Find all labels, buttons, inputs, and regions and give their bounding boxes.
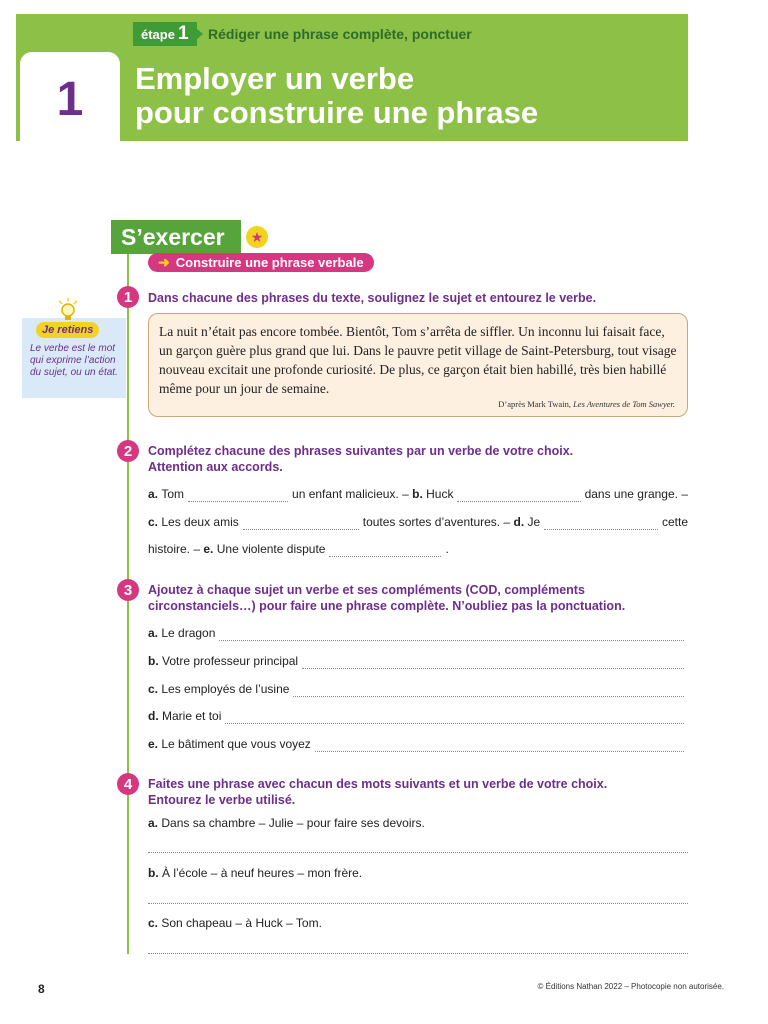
answer-line[interactable] [315, 741, 684, 752]
prompt-row: c. Son chapeau – à Huck – Tom. [148, 916, 322, 930]
exercise-number: 4 [117, 773, 139, 795]
excerpt-source: D’après Mark Twain, Les Aventures de Tom Sawyer. [498, 399, 675, 409]
fill-in-row: c. Les deux amis toutes sortes d’aventures. – d. Je cette [148, 515, 688, 529]
tip-title: Je retiens [36, 322, 99, 338]
etape-number: 1 [177, 23, 189, 44]
chapter-header [16, 14, 688, 141]
exercise-question: Ajoutez à chaque sujet un verbe et ses compléments (COD, compléments circonstanciels…) pour faire une phrase complète. N’oubliez pas la ponctuation. [148, 583, 626, 613]
etape-title: Rédiger une phrase complète, ponctuer [208, 26, 472, 42]
answer-row: c. Les employés de l’usine [148, 681, 688, 697]
answer-line[interactable] [225, 713, 684, 724]
prompt-row: a. Dans sa chambre – Julie – pour faire ses devoirs. [148, 816, 425, 830]
answer-line[interactable] [148, 953, 688, 954]
chapter-title: Employer un verbe pour construire une phrase [135, 61, 539, 130]
text-excerpt [148, 313, 688, 417]
answer-row: e. Le bâtiment que vous voyez [148, 736, 688, 752]
tip-text: Le verbe est le mot qui exprime l’action du sujet, ou un état. [30, 343, 118, 378]
answer-blank[interactable] [329, 546, 441, 557]
star-icon: ★ [246, 226, 268, 248]
exercise-question: Faites une phrase avec chacun des mots suivants et un verbe de votre choix. Entourez le verbe utilisé. [148, 777, 608, 807]
vertical-divider [127, 254, 129, 954]
section-subtitle: ➜ Construire une phrase verbale [148, 253, 374, 272]
fill-in-row: histoire. – e. Une violente dispute . [148, 542, 449, 556]
section-title: S’exercer [111, 220, 241, 254]
answer-line[interactable] [302, 658, 684, 669]
exercise-number: 2 [117, 440, 139, 462]
chapter-number: 1 [56, 72, 84, 126]
answer-blank[interactable] [188, 491, 288, 502]
fill-in-row: a. Tom un enfant malicieux. – b. Huck dans une grange. – [148, 487, 688, 501]
answer-line[interactable] [219, 630, 684, 641]
answer-line[interactable] [148, 852, 688, 853]
answer-line[interactable] [148, 903, 688, 904]
arrow-right-icon [196, 28, 203, 40]
exercise-number: 3 [117, 579, 139, 601]
lightbulb-icon [57, 298, 79, 324]
answer-blank[interactable] [544, 519, 658, 530]
copyright-notice: © Éditions Nathan 2022 – Photocopie non autorisée. [537, 982, 724, 991]
answer-blank[interactable] [457, 491, 580, 502]
answer-row: b. Votre professeur principal [148, 653, 688, 669]
exercise-question: Dans chacune des phrases du texte, soulignez le sujet et entourez le verbe. [148, 291, 597, 305]
exercise-question: Complétez chacune des phrases suivantes par un verbe de votre choix. Attention aux accords. [148, 444, 574, 474]
answer-blank[interactable] [243, 519, 359, 530]
answer-line[interactable] [293, 686, 684, 697]
etape-tag: étape 1 [133, 22, 197, 46]
answer-row: d. Marie et toi [148, 708, 688, 724]
exercise-number: 1 [117, 286, 139, 308]
arrow-right-icon: ➜ [158, 254, 170, 270]
prompt-row: b. À l’école – à neuf heures – mon frère. [148, 866, 363, 880]
answer-row: a. Le dragon [148, 625, 688, 641]
page-number: 8 [38, 982, 45, 996]
excerpt-paragraph: La nuit n’était pas encore tombée. Bientôt, Tom s’arrêta de siffler. Un inconnu lui faisait face, un garçon guère plus grand que lui. Dans le pauvre petit village de Saint-Petersburg, tout visage nouveau excitait une profonde curiosité. De plus, ce garçon était bien habillé, très bien habillé même pour un jour de semaine. [159, 324, 677, 396]
